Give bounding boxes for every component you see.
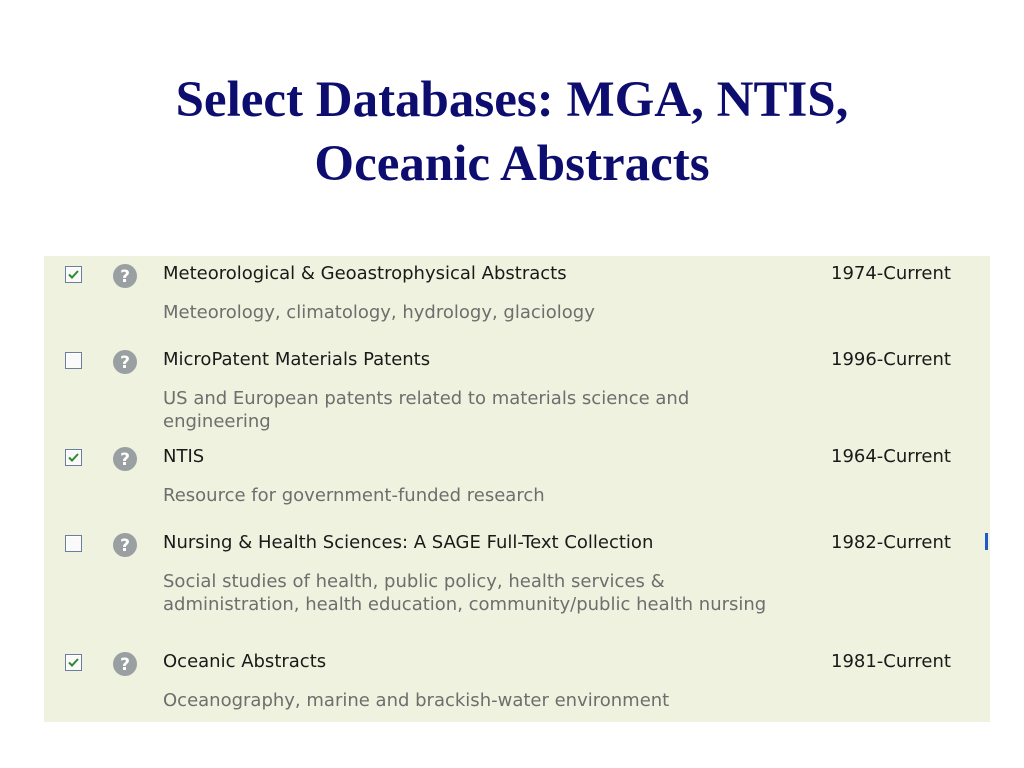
database-checkbox-mga[interactable]	[65, 266, 82, 283]
database-name[interactable]: Oceanic Abstracts	[163, 651, 327, 672]
database-checkbox-micropatent[interactable]	[65, 352, 82, 369]
database-checkbox-ntis[interactable]	[65, 449, 82, 466]
checkmark-icon	[67, 268, 80, 281]
checkmark-icon	[67, 451, 80, 464]
svg-text:?: ?	[120, 267, 130, 287]
question-mark-icon[interactable]	[112, 532, 138, 558]
slide-title	[0, 68, 1024, 196]
slide-title-line-1: Select Databases: MGA, NTIS,	[175, 72, 849, 128]
database-years: 1981-Current	[831, 651, 951, 672]
database-description: US and European patents related to materials science and engineering	[163, 388, 690, 432]
slide-title-line-2: Oceanic Abstracts	[314, 136, 710, 192]
svg-text:?: ?	[120, 655, 130, 675]
database-list-panel	[44, 256, 990, 722]
database-years: 1996-Current	[831, 349, 951, 370]
svg-text:?: ?	[120, 536, 130, 556]
database-description: Resource for government-funded research	[163, 485, 545, 506]
database-years: 1964-Current	[831, 446, 951, 467]
database-name[interactable]: Nursing & Health Sciences: A SAGE Full-Text Collection	[163, 532, 654, 553]
database-years: 1982-Current	[831, 532, 951, 553]
question-mark-icon[interactable]	[112, 263, 138, 289]
question-mark-icon[interactable]	[112, 446, 138, 472]
database-checkbox-oceanic[interactable]	[65, 654, 82, 671]
database-description: Oceanography, marine and brackish-water environment	[163, 690, 670, 711]
database-name[interactable]: MicroPatent Materials Patents	[163, 349, 431, 370]
question-mark-icon[interactable]	[112, 651, 138, 677]
checkmark-icon	[67, 656, 80, 669]
truncated-link[interactable]	[985, 533, 988, 550]
database-years: 1974-Current	[831, 263, 951, 284]
database-name[interactable]: NTIS	[163, 446, 205, 467]
question-mark-icon[interactable]	[112, 349, 138, 375]
database-checkbox-nursing[interactable]	[65, 535, 82, 552]
database-name[interactable]: Meteorological & Geoastrophysical Abstracts	[163, 263, 567, 284]
svg-text:?: ?	[120, 450, 130, 470]
database-description: Social studies of health, public policy, health services & administration, health education, community/public health nursing	[163, 571, 767, 615]
database-description: Meteorology, climatology, hydrology, glaciology	[163, 302, 595, 323]
svg-text:?: ?	[120, 353, 130, 373]
